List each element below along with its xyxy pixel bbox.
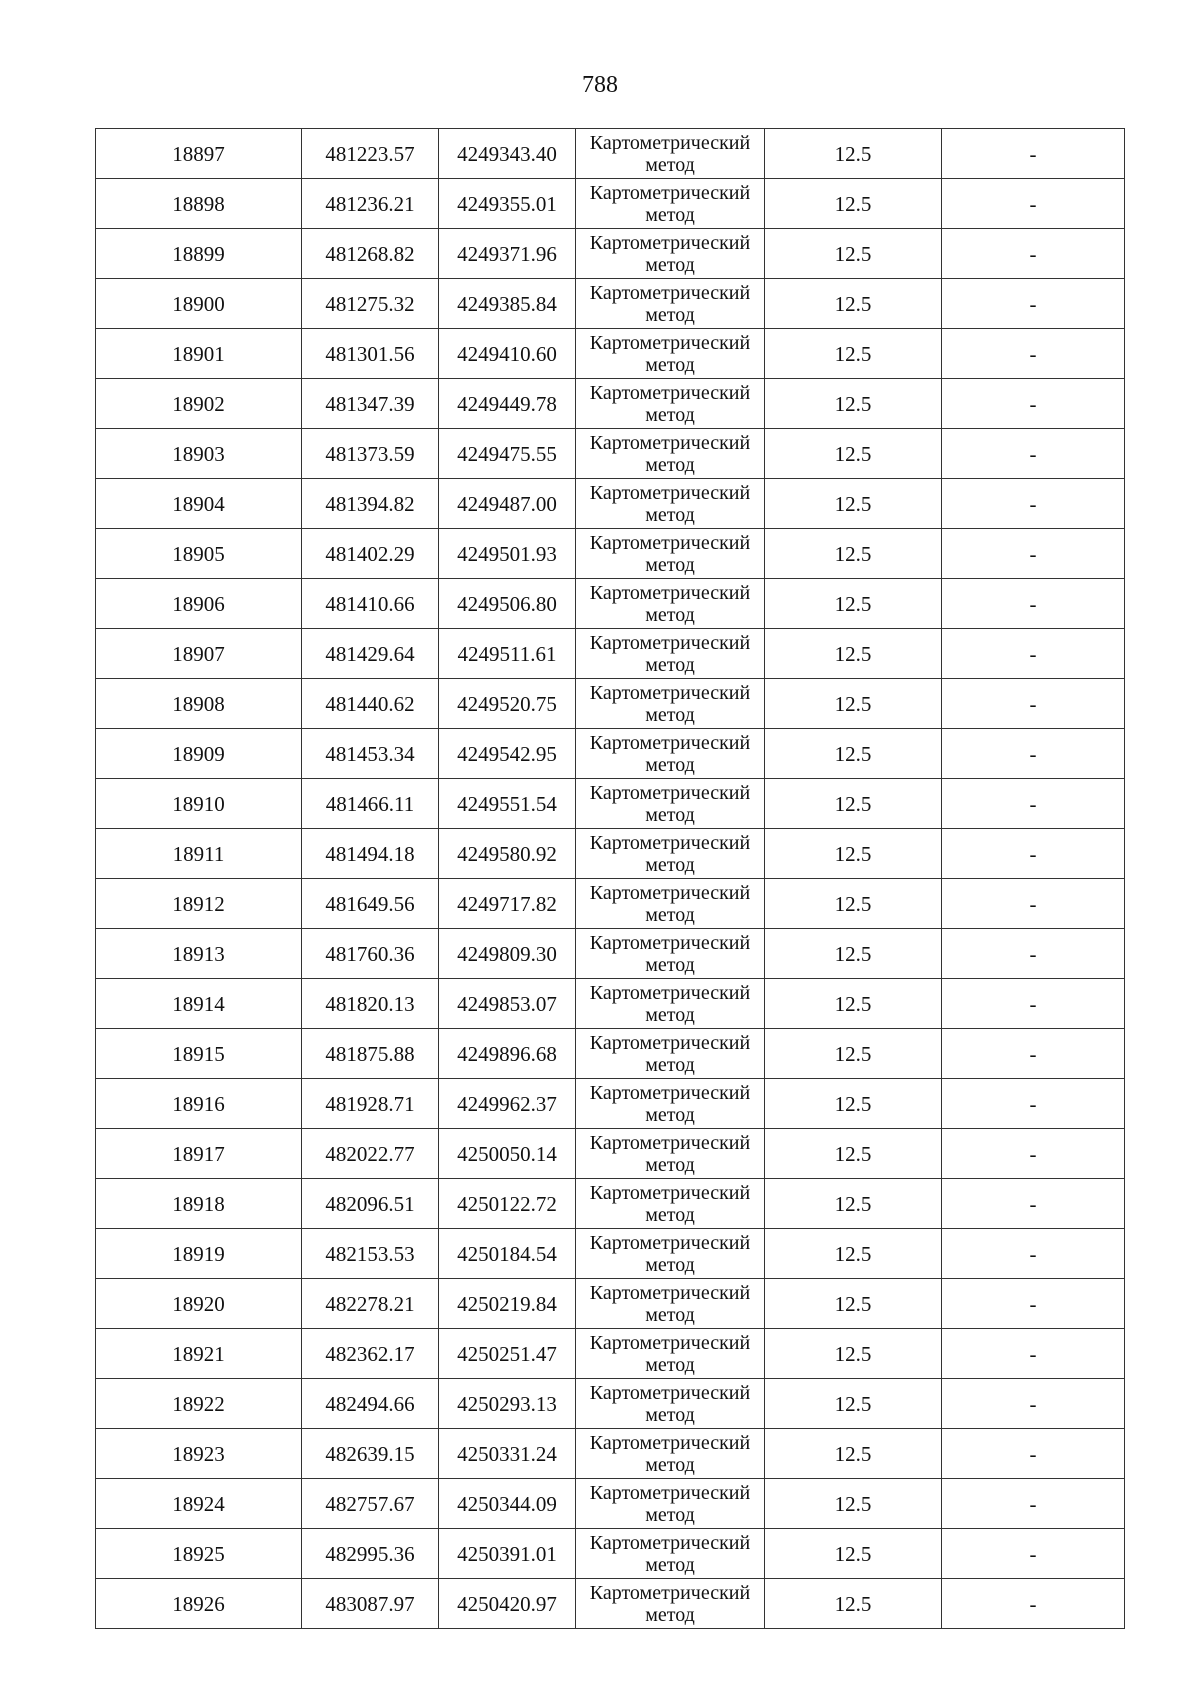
x-coordinate-cell: 481760.36	[302, 929, 439, 979]
y-coordinate-cell: 4249343.40	[439, 129, 576, 179]
method-line-2: метод	[645, 853, 695, 876]
accuracy-cell: 12.5	[765, 1079, 942, 1129]
accuracy-cell: 12.5	[765, 1479, 942, 1529]
point-number-cell: 18899	[96, 229, 302, 279]
accuracy-cell: 12.5	[765, 229, 942, 279]
y-coordinate-cell: 4250050.14	[439, 1129, 576, 1179]
note-cell: -	[942, 879, 1125, 929]
note-cell: -	[942, 929, 1125, 979]
x-coordinate-cell: 482639.15	[302, 1429, 439, 1479]
accuracy-cell: 12.5	[765, 1229, 942, 1279]
table-row	[96, 1579, 1125, 1629]
x-coordinate-cell: 482022.77	[302, 1129, 439, 1179]
method-cell	[576, 779, 765, 829]
method-cell	[576, 229, 765, 279]
accuracy-cell: 12.5	[765, 329, 942, 379]
y-coordinate-cell: 4250331.24	[439, 1429, 576, 1479]
page-number: 788	[582, 72, 618, 98]
table-row	[96, 129, 1125, 179]
x-coordinate-cell: 481429.64	[302, 629, 439, 679]
table-row	[96, 1379, 1125, 1429]
x-coordinate-cell: 481466.11	[302, 779, 439, 829]
table-row	[96, 1229, 1125, 1279]
table-row	[96, 629, 1125, 679]
note-cell: -	[942, 279, 1125, 329]
note-cell: -	[942, 1329, 1125, 1379]
x-coordinate-cell: 481223.57	[302, 129, 439, 179]
method-line-1: Картометрический	[589, 1131, 751, 1154]
method-line-1: Картометрический	[589, 1531, 751, 1554]
table-row	[96, 579, 1125, 629]
method-line-1: Картометрический	[589, 1331, 751, 1354]
method-line-2: метод	[645, 953, 695, 976]
y-coordinate-cell: 4249962.37	[439, 1079, 576, 1129]
table-row	[96, 929, 1125, 979]
table-row	[96, 229, 1125, 279]
y-coordinate-cell: 4250293.13	[439, 1379, 576, 1429]
method-line-1: Картометрический	[589, 731, 751, 754]
method-line-1: Картометрический	[589, 1231, 751, 1254]
accuracy-cell: 12.5	[765, 1529, 942, 1579]
accuracy-cell: 12.5	[765, 379, 942, 429]
method-cell	[576, 129, 765, 179]
y-coordinate-cell: 4249511.61	[439, 629, 576, 679]
table-row	[96, 329, 1125, 379]
method-line-1: Картометрический	[589, 131, 751, 154]
accuracy-cell: 12.5	[765, 279, 942, 329]
y-coordinate-cell: 4250391.01	[439, 1529, 576, 1579]
method-line-1: Картометрический	[589, 381, 751, 404]
method-line-2: метод	[645, 1503, 695, 1526]
method-cell	[576, 879, 765, 929]
accuracy-cell: 12.5	[765, 1579, 942, 1629]
accuracy-cell: 12.5	[765, 829, 942, 879]
y-coordinate-cell: 4250184.54	[439, 1229, 576, 1279]
point-number-cell: 18905	[96, 529, 302, 579]
x-coordinate-cell: 482278.21	[302, 1279, 439, 1329]
method-line-2: метод	[645, 1603, 695, 1626]
point-number-cell: 18908	[96, 679, 302, 729]
method-line-2: метод	[645, 1403, 695, 1426]
method-cell	[576, 1579, 765, 1629]
method-line-2: метод	[645, 1253, 695, 1276]
method-line-1: Картометрический	[589, 1431, 751, 1454]
method-line-2: метод	[645, 1153, 695, 1176]
y-coordinate-cell: 4249551.54	[439, 779, 576, 829]
note-cell: -	[942, 579, 1125, 629]
x-coordinate-cell: 481394.82	[302, 479, 439, 529]
point-number-cell: 18920	[96, 1279, 302, 1329]
note-cell: -	[942, 529, 1125, 579]
note-cell: -	[942, 1029, 1125, 1079]
coordinates-table	[95, 128, 1125, 1629]
method-line-2: метод	[645, 303, 695, 326]
coordinates-table-body	[96, 129, 1125, 1629]
y-coordinate-cell: 4249520.75	[439, 679, 576, 729]
table-row	[96, 729, 1125, 779]
method-cell	[576, 1229, 765, 1279]
method-cell	[576, 1379, 765, 1429]
method-line-1: Картометрический	[589, 1381, 751, 1404]
note-cell: -	[942, 329, 1125, 379]
y-coordinate-cell: 4249506.80	[439, 579, 576, 629]
table-row	[96, 379, 1125, 429]
note-cell: -	[942, 129, 1125, 179]
method-line-2: метод	[645, 1453, 695, 1476]
method-line-2: метод	[645, 1203, 695, 1226]
method-line-1: Картометрический	[589, 281, 751, 304]
point-number-cell: 18910	[96, 779, 302, 829]
method-cell	[576, 1079, 765, 1129]
accuracy-cell: 12.5	[765, 729, 942, 779]
accuracy-cell: 12.5	[765, 679, 942, 729]
table-row	[96, 679, 1125, 729]
method-line-2: метод	[645, 503, 695, 526]
method-cell	[576, 379, 765, 429]
table-row	[96, 979, 1125, 1029]
x-coordinate-cell: 482362.17	[302, 1329, 439, 1379]
point-number-cell: 18919	[96, 1229, 302, 1279]
x-coordinate-cell: 482757.67	[302, 1479, 439, 1529]
note-cell: -	[942, 1379, 1125, 1429]
note-cell: -	[942, 179, 1125, 229]
table-row	[96, 529, 1125, 579]
accuracy-cell: 12.5	[765, 1429, 942, 1479]
point-number-cell: 18900	[96, 279, 302, 329]
method-line-2: метод	[645, 703, 695, 726]
method-line-2: метод	[645, 1103, 695, 1126]
point-number-cell: 18897	[96, 129, 302, 179]
y-coordinate-cell: 4249542.95	[439, 729, 576, 779]
table-row	[96, 429, 1125, 479]
x-coordinate-cell: 481236.21	[302, 179, 439, 229]
x-coordinate-cell: 481275.32	[302, 279, 439, 329]
x-coordinate-cell: 481453.34	[302, 729, 439, 779]
point-number-cell: 18923	[96, 1429, 302, 1479]
x-coordinate-cell: 481301.56	[302, 329, 439, 379]
method-line-1: Картометрический	[589, 681, 751, 704]
accuracy-cell: 12.5	[765, 629, 942, 679]
y-coordinate-cell: 4250344.09	[439, 1479, 576, 1529]
method-line-2: метод	[645, 1003, 695, 1026]
method-cell	[576, 1479, 765, 1529]
accuracy-cell: 12.5	[765, 1129, 942, 1179]
method-line-2: метод	[645, 803, 695, 826]
accuracy-cell: 12.5	[765, 479, 942, 529]
method-cell	[576, 1529, 765, 1579]
method-cell	[576, 179, 765, 229]
y-coordinate-cell: 4249853.07	[439, 979, 576, 1029]
method-line-2: метод	[645, 553, 695, 576]
note-cell: -	[942, 1579, 1125, 1629]
point-number-cell: 18902	[96, 379, 302, 429]
note-cell: -	[942, 429, 1125, 479]
method-line-1: Картометрический	[589, 531, 751, 554]
note-cell: -	[942, 629, 1125, 679]
method-line-1: Картометрический	[589, 231, 751, 254]
table-row	[96, 179, 1125, 229]
accuracy-cell: 12.5	[765, 179, 942, 229]
note-cell: -	[942, 679, 1125, 729]
point-number-cell: 18906	[96, 579, 302, 629]
x-coordinate-cell: 481347.39	[302, 379, 439, 429]
method-line-2: метод	[645, 1553, 695, 1576]
x-coordinate-cell: 481373.59	[302, 429, 439, 479]
method-line-1: Картометрический	[589, 781, 751, 804]
y-coordinate-cell: 4250122.72	[439, 1179, 576, 1229]
note-cell: -	[942, 479, 1125, 529]
y-coordinate-cell: 4249355.01	[439, 179, 576, 229]
method-line-1: Картометрический	[589, 881, 751, 904]
method-line-2: метод	[645, 753, 695, 776]
table-row	[96, 1079, 1125, 1129]
x-coordinate-cell: 482995.36	[302, 1529, 439, 1579]
y-coordinate-cell: 4249717.82	[439, 879, 576, 929]
method-line-1: Картометрический	[589, 481, 751, 504]
method-line-1: Картометрический	[589, 1581, 751, 1604]
method-cell	[576, 329, 765, 379]
x-coordinate-cell: 483087.97	[302, 1579, 439, 1629]
method-cell	[576, 1129, 765, 1179]
point-number-cell: 18921	[96, 1329, 302, 1379]
method-cell	[576, 629, 765, 679]
note-cell: -	[942, 729, 1125, 779]
method-cell	[576, 279, 765, 329]
y-coordinate-cell: 4249896.68	[439, 1029, 576, 1079]
point-number-cell: 18914	[96, 979, 302, 1029]
method-line-1: Картометрический	[589, 1081, 751, 1104]
note-cell: -	[942, 779, 1125, 829]
table-row	[96, 1479, 1125, 1529]
y-coordinate-cell: 4249475.55	[439, 429, 576, 479]
point-number-cell: 18898	[96, 179, 302, 229]
point-number-cell: 18918	[96, 1179, 302, 1229]
accuracy-cell: 12.5	[765, 929, 942, 979]
y-coordinate-cell: 4249487.00	[439, 479, 576, 529]
method-line-1: Картометрический	[589, 931, 751, 954]
method-cell	[576, 1279, 765, 1329]
table-row	[96, 1529, 1125, 1579]
point-number-cell: 18924	[96, 1479, 302, 1529]
y-coordinate-cell: 4250251.47	[439, 1329, 576, 1379]
note-cell: -	[942, 1129, 1125, 1179]
point-number-cell: 18916	[96, 1079, 302, 1129]
method-line-1: Картометрический	[589, 331, 751, 354]
method-line-2: метод	[645, 603, 695, 626]
accuracy-cell: 12.5	[765, 979, 942, 1029]
note-cell: -	[942, 1529, 1125, 1579]
method-cell	[576, 679, 765, 729]
method-line-1: Картометрический	[589, 1181, 751, 1204]
method-cell	[576, 979, 765, 1029]
method-line-2: метод	[645, 453, 695, 476]
method-line-2: метод	[645, 253, 695, 276]
method-cell	[576, 829, 765, 879]
method-line-2: метод	[645, 1053, 695, 1076]
table-row	[96, 1129, 1125, 1179]
note-cell: -	[942, 829, 1125, 879]
method-line-2: метод	[645, 353, 695, 376]
note-cell: -	[942, 1079, 1125, 1129]
x-coordinate-cell: 481649.56	[302, 879, 439, 929]
accuracy-cell: 12.5	[765, 429, 942, 479]
method-line-1: Картометрический	[589, 1481, 751, 1504]
table-row	[96, 1329, 1125, 1379]
note-cell: -	[942, 1179, 1125, 1229]
point-number-cell: 18926	[96, 1579, 302, 1629]
accuracy-cell: 12.5	[765, 779, 942, 829]
accuracy-cell: 12.5	[765, 1179, 942, 1229]
point-number-cell: 18909	[96, 729, 302, 779]
method-line-2: метод	[645, 903, 695, 926]
point-number-cell: 18925	[96, 1529, 302, 1579]
method-line-1: Картометрический	[589, 831, 751, 854]
method-cell	[576, 929, 765, 979]
point-number-cell: 18901	[96, 329, 302, 379]
method-cell	[576, 479, 765, 529]
point-number-cell: 18922	[96, 1379, 302, 1429]
point-number-cell: 18912	[96, 879, 302, 929]
method-line-1: Картометрический	[589, 1031, 751, 1054]
method-cell	[576, 429, 765, 479]
note-cell: -	[942, 1279, 1125, 1329]
method-line-2: метод	[645, 153, 695, 176]
point-number-cell: 18917	[96, 1129, 302, 1179]
point-number-cell: 18915	[96, 1029, 302, 1079]
x-coordinate-cell: 481402.29	[302, 529, 439, 579]
method-cell	[576, 729, 765, 779]
y-coordinate-cell: 4249809.30	[439, 929, 576, 979]
point-number-cell: 18913	[96, 929, 302, 979]
point-number-cell: 18907	[96, 629, 302, 679]
accuracy-cell: 12.5	[765, 1029, 942, 1079]
note-cell: -	[942, 1429, 1125, 1479]
y-coordinate-cell: 4249501.93	[439, 529, 576, 579]
method-line-2: метод	[645, 403, 695, 426]
table-row	[96, 279, 1125, 329]
x-coordinate-cell: 482096.51	[302, 1179, 439, 1229]
note-cell: -	[942, 1229, 1125, 1279]
method-line-1: Картометрический	[589, 181, 751, 204]
x-coordinate-cell: 481268.82	[302, 229, 439, 279]
point-number-cell: 18903	[96, 429, 302, 479]
accuracy-cell: 12.5	[765, 129, 942, 179]
method-line-2: метод	[645, 1303, 695, 1326]
method-line-1: Картометрический	[589, 981, 751, 1004]
table-row	[96, 1429, 1125, 1479]
y-coordinate-cell: 4249580.92	[439, 829, 576, 879]
table-row	[96, 879, 1125, 929]
accuracy-cell: 12.5	[765, 529, 942, 579]
method-cell	[576, 579, 765, 629]
x-coordinate-cell: 481440.62	[302, 679, 439, 729]
y-coordinate-cell: 4250219.84	[439, 1279, 576, 1329]
x-coordinate-cell: 482494.66	[302, 1379, 439, 1429]
y-coordinate-cell: 4249410.60	[439, 329, 576, 379]
method-line-2: метод	[645, 653, 695, 676]
x-coordinate-cell: 481820.13	[302, 979, 439, 1029]
method-cell	[576, 1429, 765, 1479]
point-number-cell: 18911	[96, 829, 302, 879]
table-row	[96, 479, 1125, 529]
method-cell	[576, 529, 765, 579]
x-coordinate-cell: 481410.66	[302, 579, 439, 629]
x-coordinate-cell: 482153.53	[302, 1229, 439, 1279]
accuracy-cell: 12.5	[765, 1279, 942, 1329]
table-row	[96, 779, 1125, 829]
table-row	[96, 1279, 1125, 1329]
method-line-1: Картометрический	[589, 1281, 751, 1304]
note-cell: -	[942, 979, 1125, 1029]
point-number-cell: 18904	[96, 479, 302, 529]
accuracy-cell: 12.5	[765, 1329, 942, 1379]
table-row	[96, 829, 1125, 879]
method-line-2: метод	[645, 1353, 695, 1376]
y-coordinate-cell: 4250420.97	[439, 1579, 576, 1629]
method-cell	[576, 1179, 765, 1229]
accuracy-cell: 12.5	[765, 879, 942, 929]
table-row	[96, 1179, 1125, 1229]
note-cell: -	[942, 1479, 1125, 1529]
method-line-1: Картометрический	[589, 631, 751, 654]
y-coordinate-cell: 4249371.96	[439, 229, 576, 279]
method-line-1: Картометрический	[589, 431, 751, 454]
x-coordinate-cell: 481875.88	[302, 1029, 439, 1079]
note-cell: -	[942, 229, 1125, 279]
accuracy-cell: 12.5	[765, 1379, 942, 1429]
method-cell	[576, 1029, 765, 1079]
method-line-2: метод	[645, 203, 695, 226]
method-cell	[576, 1329, 765, 1379]
x-coordinate-cell: 481494.18	[302, 829, 439, 879]
y-coordinate-cell: 4249449.78	[439, 379, 576, 429]
accuracy-cell: 12.5	[765, 579, 942, 629]
table-row	[96, 1029, 1125, 1079]
y-coordinate-cell: 4249385.84	[439, 279, 576, 329]
x-coordinate-cell: 481928.71	[302, 1079, 439, 1129]
note-cell: -	[942, 379, 1125, 429]
method-line-1: Картометрический	[589, 581, 751, 604]
